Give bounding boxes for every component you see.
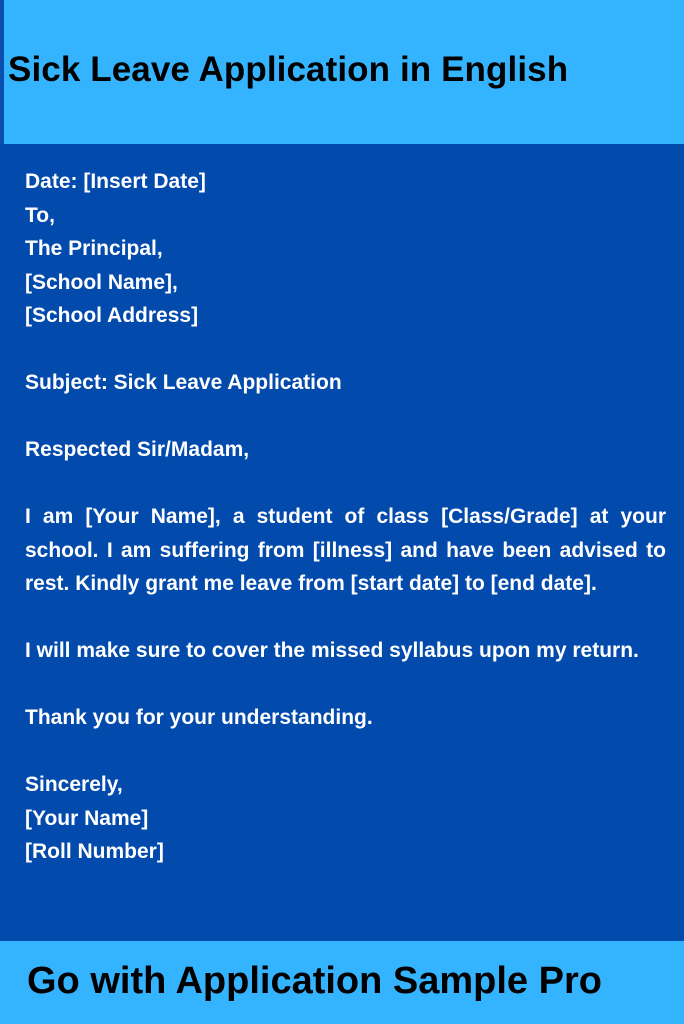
- header-edge-accent: [0, 0, 4, 144]
- letter-subject: Subject: Sick Leave Application: [25, 371, 342, 394]
- letter-school-address: [School Address]: [25, 304, 199, 327]
- letter-body-paragraph-1: I am [Your Name], a student of class [Class/Grade] at your school. I am suffering from [illness] and have been advised to rest. Kindly grant me leave from [start date] to [end date].: [25, 505, 666, 595]
- letter-body: [25, 165, 666, 869]
- letter-closing: Sincerely,: [25, 773, 123, 796]
- page-title: Sick Leave Application in English: [8, 50, 569, 89]
- letter-thanks: Thank you for your understanding.: [25, 706, 373, 729]
- letter-recipient: The Principal,: [25, 237, 163, 260]
- letter-to: To,: [25, 203, 55, 227]
- footer-text: Go with Application Sample Pro: [27, 960, 602, 1002]
- letter-date: Date: [Insert Date]: [25, 170, 206, 193]
- letter-sender-name: [Your Name]: [25, 806, 149, 830]
- letter-body-paragraph-2: I will make sure to cover the missed syllabus upon my return.: [25, 639, 639, 662]
- letter-roll-number: [Roll Number]: [25, 840, 164, 863]
- letter-salutation: Respected Sir/Madam,: [25, 438, 250, 461]
- letter-school-name: [School Name],: [25, 270, 178, 294]
